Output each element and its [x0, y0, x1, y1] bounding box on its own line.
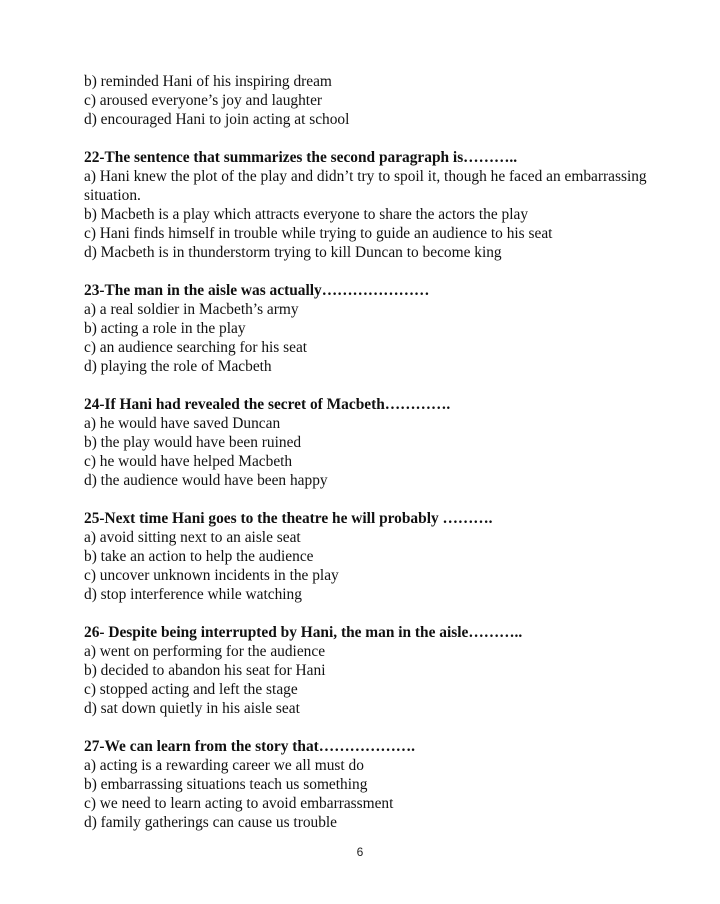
question-26 — [84, 623, 684, 718]
option-line: d) playing the role of Macbeth — [84, 358, 272, 375]
option-line: c) uncover unknown incidents in the play — [84, 567, 339, 584]
question-title: 24-If Hani had revealed the secret of Macbeth…………. — [84, 396, 451, 413]
intro-options — [84, 72, 684, 129]
option-line: d) the audience would have been happy — [84, 472, 328, 489]
question-22 — [84, 148, 684, 262]
option-line: b) Macbeth is a play which attracts everyone to share the actors the play — [84, 206, 529, 223]
option-line: c) an audience searching for his seat — [84, 339, 308, 356]
option-line: d) encouraged Hani to join acting at school — [84, 111, 350, 128]
option-line: a) he would have saved Duncan — [84, 415, 281, 432]
option-line: d) Macbeth is in thunderstorm trying to kill Duncan to become king — [84, 244, 502, 261]
question-25 — [84, 509, 684, 604]
page-number: 6 — [356, 845, 364, 859]
question-title: 25-Next time Hani goes to the theatre he will probably ………. — [84, 510, 493, 527]
option-line: c) Hani finds himself in trouble while trying to guide an audience to his seat — [84, 225, 553, 242]
option-line: a) avoid sitting next to an aisle seat — [84, 529, 301, 546]
question-title: 23-The man in the aisle was actually………………… — [84, 282, 430, 299]
option-line: c) he would have helped Macbeth — [84, 453, 293, 470]
option-line: d) family gatherings can cause us trouble — [84, 814, 338, 831]
option-line: d) stop interference while watching — [84, 586, 302, 603]
option-line: b) decided to abandon his seat for Hani — [84, 662, 326, 679]
question-24 — [84, 395, 684, 490]
option-line: b) the play would have been ruined — [84, 434, 302, 451]
option-line: a) went on performing for the audience — [84, 643, 326, 660]
question-title: 22-The sentence that summarizes the second paragraph is……….. — [84, 149, 518, 166]
option-line: b) acting a role in the play — [84, 320, 246, 337]
option-line: b) reminded Hani of his inspiring dream — [84, 73, 332, 90]
question-27 — [84, 737, 684, 832]
question-title: 27-We can learn from the story that………………. — [84, 738, 415, 755]
question-title: 26- Despite being interrupted by Hani, the man in the aisle……….. — [84, 624, 523, 641]
option-line: a) acting is a rewarding career we all must do — [84, 757, 364, 774]
option-line: a) a real soldier in Macbeth’s army — [84, 301, 299, 318]
option-line: b) take an action to help the audience — [84, 548, 314, 565]
option-line: d) sat down quietly in his aisle seat — [84, 700, 300, 717]
question-23 — [84, 281, 684, 376]
option-line: c) we need to learn acting to avoid embarrassment — [84, 795, 394, 812]
option-line: a) Hani knew the plot of the play and didn’t try to spoil it, though he faced an embarrassing situation. — [84, 168, 647, 204]
document-page — [84, 72, 684, 832]
option-line: c) stopped acting and left the stage — [84, 681, 298, 698]
option-line: b) embarrassing situations teach us something — [84, 776, 368, 793]
option-line: c) aroused everyone’s joy and laughter — [84, 92, 323, 109]
